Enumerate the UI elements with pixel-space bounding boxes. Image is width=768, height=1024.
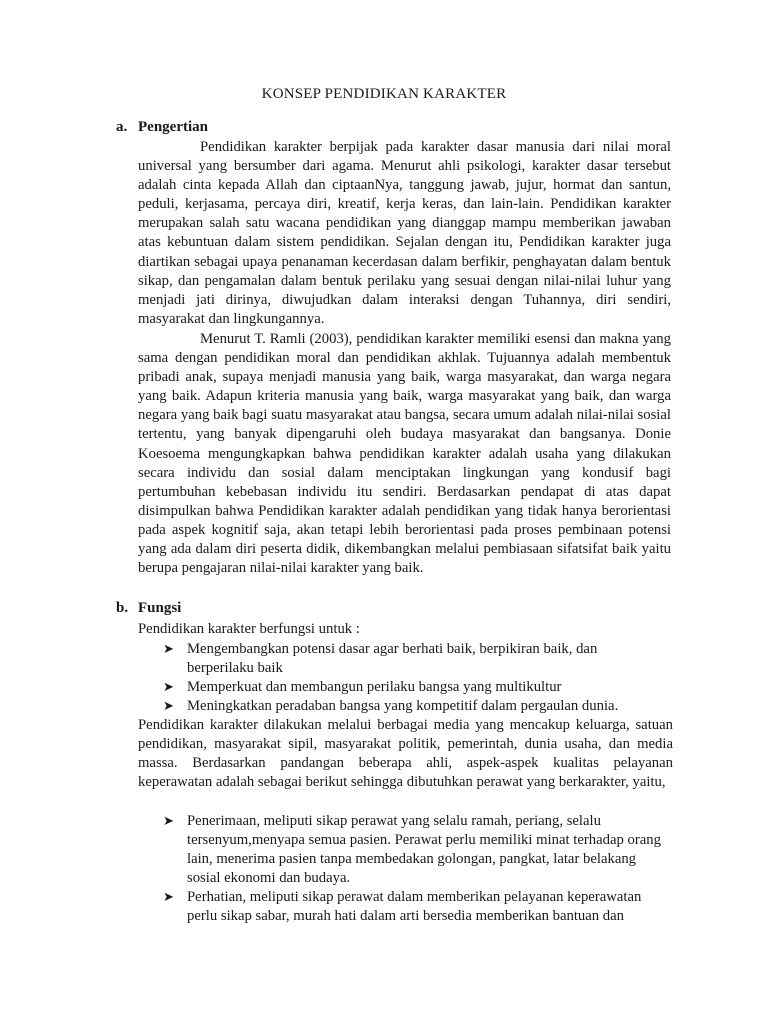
section-b-letter: b.	[116, 600, 129, 616]
section-a-title: Pengertian	[138, 119, 208, 135]
list-item: ➤ Perhatian, meliputi sikap perawat dalam memberikan pelayanan keperawatan perlu sikap sabar, murah hati dalam arti bersedia memberikan bantuan dan	[163, 889, 642, 925]
section-a-paragraph-2	[138, 330, 671, 578]
section-b-heading	[116, 600, 181, 617]
function-list	[163, 640, 633, 716]
arrow-bullet-icon: ➤	[163, 890, 174, 906]
arrow-bullet-icon: ➤	[163, 699, 174, 715]
section-b-intro: Pendidikan karakter berfungsi untuk :	[138, 621, 360, 637]
arrow-bullet-icon: ➤	[163, 814, 174, 829]
arrow-bullet-icon: ➤	[163, 642, 174, 657]
arrow-bullet-icon: ➤	[163, 680, 174, 696]
section-a-paragraph-2-text: Menurut T. Ramli (2003), pendidikan karakter memiliki esensi dan makna yang sama dengan pendidikan moral dan pendidikan akhlak. Tujuannya adalah membentuk pribadi anak, supaya menjadi manusia yang baik, warga masyarakat, dan warga negara yang baik. Adapun kriteria manusia yang baik, warga masyarakat yang baik, dan warga negara yang baik bagi suatu masyarakat atau bangsa, secara umum adalah nilai-nilai sosial tertentu, yang banyak dipengaruhi oleh budaya masyarakat dan bangsanya. Donie Koesoema mengungkapkan bahwa pendidikan karakter adalah usaha yang dilakukan secara individu dan sosial dalam menciptakan lingkungan yang kondusif bagi pertumbuhan kebebasan individu itu sendiri. Berdasarkan pendapat di atas dapat disimpulkan bahwa Pendidikan karakter adalah pendidikan yang tidak hanya berorientasi pada aspek kognitif saja, akan tetapi lebih berorientasi pada proses pembinaan potensi yang ada dalam diri peserta didik, dikembangkan melalui pembiasaan sifatsifat baik yaitu berupa pengajaran nilai-nilai karakter yang baik.	[138, 331, 671, 577]
list-item: ➤ Memperkuat dan membangun perilaku bangsa yang multikultur	[163, 678, 633, 697]
document-title: KONSEP PENDIDIKAN KARAKTER	[261, 86, 507, 102]
section-b-paragraph: Pendidikan karakter dilakukan melalui berbagai media yang mencakup keluarga, satuan pendidikan, masyarakat sipil, masyarakat politik, pemerintah, dunia usaha, dan media massa. Berdasarkan pandangan beberapa ahli, aspek-aspek kualitas pelayanan keperawatan adalah sebagai berikut sehingga dibutuhkan perawat yang berkarakter, yaitu,	[138, 717, 673, 791]
list-item: ➤ Meningkatkan peradaban bangsa yang kompetitif dalam pergaulan dunia.	[163, 697, 633, 716]
list-item: ➤ Penerimaan, meliputi sikap perawat yang selalu ramah, periang, selalu tersenyum,menyapa semua pasien. Perawat perlu memiliki minat terhadap orang lain, menerima pasien tanpa membedakan golongan, pangkat, latar belakang sosial ekonomi dan budaya.	[163, 813, 661, 887]
section-a-paragraph-1	[138, 138, 671, 329]
section-a-letter: a.	[116, 119, 128, 135]
quality-aspect-list	[163, 812, 673, 927]
list-item: ➤ Mengembangkan potensi dasar agar berhati baik, berpikiran baik, dan berperilaku baik	[163, 641, 598, 677]
section-a-paragraph-1-text: Pendidikan karakter berpijak pada karakter dasar manusia dari nilai moral universal yang bersumber dari agama. Menurut ahli psikologi, karakter dasar tersebut adalah cinta kepada Allah dan ciptaanNya, tanggung jawab, jujur, hormat dan santun, peduli, kerjasama, percaya diri, kreatif, kerja keras, dan lain-lain. Pendidikan karakter merupakan salah satu wacana pendidikan yang dianggap mampu memberikan jawaban atas kebuntuan dalam sistem pendidikan. Sejalan dengan itu, Pendidikan karakter juga diartikan sebagai upaya penanaman kecerdasan dalam berfikir, penghayatan dalam bentuk sikap, dan pengamalan dalam bentuk perilaku yang sesuai dengan nilai-nilai luhur yang menjadi jati dirinya, diwujudkan dalam interaksi dengan Tuhannya, diri sendiri, masyarakat dan lingkungannya.	[138, 139, 671, 327]
section-a-heading	[116, 119, 208, 136]
section-b-title: Fungsi	[138, 600, 182, 616]
